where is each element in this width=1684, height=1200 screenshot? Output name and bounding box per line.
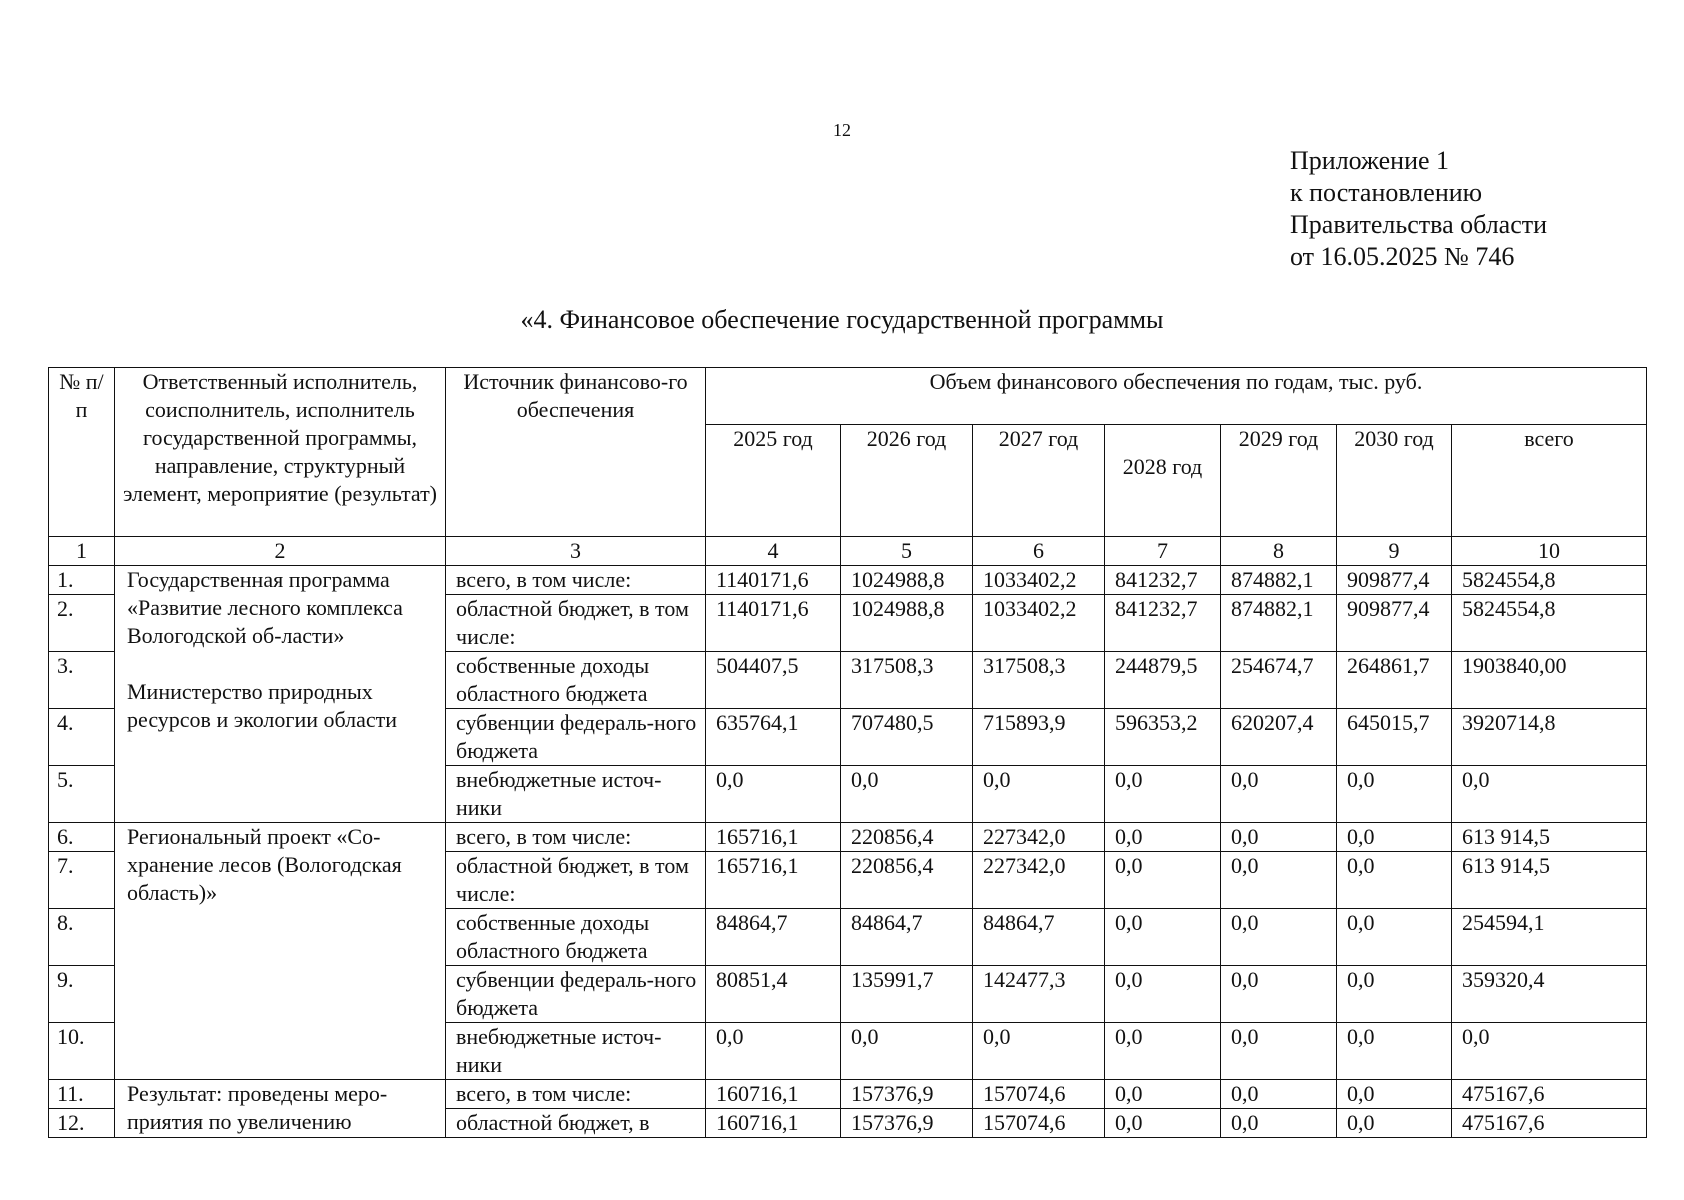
amount-cell: 0,0 xyxy=(1337,909,1452,966)
amount-cell: 475167,6 xyxy=(1452,1109,1647,1138)
amount-cell: 160716,1 xyxy=(706,1080,841,1109)
row-number: 5. xyxy=(49,766,115,823)
amount-cell: 0,0 xyxy=(1221,966,1337,1023)
amount-cell: 909877,4 xyxy=(1337,595,1452,652)
amount-cell: 707480,5 xyxy=(841,709,973,766)
group-label: Региональный проект «Со-хранение лесов (Вологодская область)» xyxy=(115,823,446,1080)
amount-cell: 613 914,5 xyxy=(1452,852,1647,909)
amount-cell: 0,0 xyxy=(1337,823,1452,852)
funding-source: всего, в том числе: xyxy=(446,566,706,595)
amount-cell: 3920714,8 xyxy=(1452,709,1647,766)
header-year-2026: 2026 год xyxy=(841,425,973,537)
header-year-2029: 2029 год xyxy=(1221,425,1337,537)
amount-cell: 227342,0 xyxy=(973,823,1105,852)
amount-cell: 317508,3 xyxy=(973,652,1105,709)
amount-cell: 0,0 xyxy=(841,1023,973,1080)
funding-source: субвенции федераль-ного бюджета xyxy=(446,966,706,1023)
amount-cell: 0,0 xyxy=(1221,909,1337,966)
funding-source: собственные доходы областного бюджета xyxy=(446,652,706,709)
header-year-2027: 2027 год xyxy=(973,425,1105,537)
amount-cell: 0,0 xyxy=(706,1023,841,1080)
amount-cell: 475167,6 xyxy=(1452,1080,1647,1109)
amount-cell: 0,0 xyxy=(1337,1023,1452,1080)
amount-cell: 0,0 xyxy=(1337,766,1452,823)
amount-cell: 0,0 xyxy=(841,766,973,823)
amount-cell: 0,0 xyxy=(1452,1023,1647,1080)
column-number: 5 xyxy=(841,537,973,566)
amount-cell: 596353,2 xyxy=(1105,709,1221,766)
amount-cell: 909877,4 xyxy=(1337,566,1452,595)
table-row xyxy=(49,823,1647,852)
amount-cell: 0,0 xyxy=(1105,1109,1221,1138)
funding-source: субвенции федераль-ного бюджета xyxy=(446,709,706,766)
column-number: 6 xyxy=(973,537,1105,566)
header-col-executor: Ответственный исполнитель, соисполнитель, исполнитель государственной программы, направление, структурный элемент, мероприятие (результат) xyxy=(115,368,446,537)
column-number: 8 xyxy=(1221,537,1337,566)
column-number: 2 xyxy=(115,537,446,566)
header-year-2030: 2030 год xyxy=(1337,425,1452,537)
amount-cell: 0,0 xyxy=(1105,1023,1221,1080)
amount-cell: 160716,1 xyxy=(706,1109,841,1138)
header-year-2025: 2025 год xyxy=(706,425,841,537)
amount-cell: 1033402,2 xyxy=(973,566,1105,595)
amount-cell: 165716,1 xyxy=(706,823,841,852)
column-number: 9 xyxy=(1337,537,1452,566)
appendix-line: Приложение 1 xyxy=(1290,146,1450,175)
amount-cell: 84864,7 xyxy=(973,909,1105,966)
column-number-row xyxy=(49,537,1647,566)
header-year-2028: 2028 год xyxy=(1105,425,1221,537)
amount-cell: 0,0 xyxy=(1337,852,1452,909)
amount-cell: 841232,7 xyxy=(1105,595,1221,652)
amount-cell: 0,0 xyxy=(1452,766,1647,823)
row-number: 4. xyxy=(49,709,115,766)
table-row xyxy=(49,1080,1647,1109)
header-total: всего xyxy=(1452,425,1647,537)
row-number: 12. xyxy=(49,1109,115,1138)
table-row xyxy=(49,566,1647,595)
amount-cell: 504407,5 xyxy=(706,652,841,709)
appendix-line: к постановлению xyxy=(1290,178,1483,207)
amount-cell: 0,0 xyxy=(1105,766,1221,823)
appendix-line: от 16.05.2025 № 746 xyxy=(1290,242,1515,271)
amount-cell: 1024988,8 xyxy=(841,566,973,595)
amount-cell: 635764,1 xyxy=(706,709,841,766)
funding-source: внебюджетные источ-ники xyxy=(446,766,706,823)
column-number: 10 xyxy=(1452,537,1647,566)
amount-cell: 874882,1 xyxy=(1221,566,1337,595)
row-number: 3. xyxy=(49,652,115,709)
funding-source: собственные доходы областного бюджета xyxy=(446,909,706,966)
row-number: 11. xyxy=(49,1080,115,1109)
row-number: 10. xyxy=(49,1023,115,1080)
amount-cell: 84864,7 xyxy=(706,909,841,966)
appendix-line: Правительства области xyxy=(1290,210,1548,239)
amount-cell: 0,0 xyxy=(1221,1080,1337,1109)
amount-cell: 84864,7 xyxy=(841,909,973,966)
amount-cell: 1033402,2 xyxy=(973,595,1105,652)
row-number: 6. xyxy=(49,823,115,852)
amount-cell: 0,0 xyxy=(1105,1080,1221,1109)
amount-cell: 220856,4 xyxy=(841,823,973,852)
amount-cell: 254594,1 xyxy=(1452,909,1647,966)
amount-cell: 0,0 xyxy=(1337,1109,1452,1138)
amount-cell: 1140171,6 xyxy=(706,566,841,595)
row-number: 1. xyxy=(49,566,115,595)
amount-cell: 1903840,00 xyxy=(1452,652,1647,709)
appendix-block xyxy=(1290,145,1547,273)
amount-cell: 620207,4 xyxy=(1221,709,1337,766)
funding-source: внебюджетные источ-ники xyxy=(446,1023,706,1080)
funding-source: областной бюджет, в том числе: xyxy=(446,852,706,909)
funding-source: областной бюджет, в том числе: xyxy=(446,595,706,652)
amount-cell: 645015,7 xyxy=(1337,709,1452,766)
amount-cell: 715893,9 xyxy=(973,709,1105,766)
group-label: Государственная программа «Развитие лесного комплекса Вологодской об-ласти» Министерство природных ресурсов и экологии области xyxy=(115,566,446,823)
amount-cell: 0,0 xyxy=(1105,823,1221,852)
amount-cell: 157376,9 xyxy=(841,1109,973,1138)
amount-cell: 5824554,8 xyxy=(1452,595,1647,652)
amount-cell: 0,0 xyxy=(706,766,841,823)
amount-cell: 0,0 xyxy=(1221,1023,1337,1080)
document-title: «4. Финансовое обеспечение государственной программы xyxy=(520,305,1164,334)
amount-cell: 1140171,6 xyxy=(706,595,841,652)
amount-cell: 0,0 xyxy=(1221,852,1337,909)
group-label: Результат: проведены меро-приятия по увеличению xyxy=(115,1080,446,1138)
amount-cell: 135991,7 xyxy=(841,966,973,1023)
row-number: 9. xyxy=(49,966,115,1023)
table-body xyxy=(49,566,1647,1138)
row-number: 7. xyxy=(49,852,115,909)
amount-cell: 80851,4 xyxy=(706,966,841,1023)
amount-cell: 220856,4 xyxy=(841,852,973,909)
amount-cell: 157074,6 xyxy=(973,1109,1105,1138)
header-col-volume: Объем финансового обеспечения по годам, тыс. руб. xyxy=(706,368,1647,425)
amount-cell: 0,0 xyxy=(1221,823,1337,852)
header-col-source: Источник финансово-го обеспечения xyxy=(446,368,706,537)
amount-cell: 142477,3 xyxy=(973,966,1105,1023)
amount-cell: 5824554,8 xyxy=(1452,566,1647,595)
amount-cell: 157376,9 xyxy=(841,1080,973,1109)
funding-source: всего, в том числе: xyxy=(446,823,706,852)
financing-table xyxy=(48,367,1647,1138)
column-number: 4 xyxy=(706,537,841,566)
row-number: 8. xyxy=(49,909,115,966)
amount-cell: 244879,5 xyxy=(1105,652,1221,709)
amount-cell: 254674,7 xyxy=(1221,652,1337,709)
amount-cell: 0,0 xyxy=(973,766,1105,823)
amount-cell: 157074,6 xyxy=(973,1080,1105,1109)
amount-cell: 0,0 xyxy=(973,1023,1105,1080)
header-col-no: № п/п xyxy=(49,368,115,537)
column-number: 1 xyxy=(49,537,115,566)
funding-source: областной бюджет, в xyxy=(446,1109,706,1138)
page-number: 12 xyxy=(833,120,851,140)
amount-cell: 0,0 xyxy=(1105,909,1221,966)
amount-cell: 613 914,5 xyxy=(1452,823,1647,852)
row-number: 2. xyxy=(49,595,115,652)
column-number: 7 xyxy=(1105,537,1221,566)
header-row-top xyxy=(49,368,1647,425)
amount-cell: 0,0 xyxy=(1105,852,1221,909)
amount-cell: 317508,3 xyxy=(841,652,973,709)
funding-source: всего, в том числе: xyxy=(446,1080,706,1109)
amount-cell: 0,0 xyxy=(1105,966,1221,1023)
column-number: 3 xyxy=(446,537,706,566)
amount-cell: 841232,7 xyxy=(1105,566,1221,595)
amount-cell: 359320,4 xyxy=(1452,966,1647,1023)
amount-cell: 0,0 xyxy=(1221,766,1337,823)
amount-cell: 1024988,8 xyxy=(841,595,973,652)
amount-cell: 0,0 xyxy=(1337,1080,1452,1109)
amount-cell: 0,0 xyxy=(1221,1109,1337,1138)
amount-cell: 264861,7 xyxy=(1337,652,1452,709)
amount-cell: 227342,0 xyxy=(973,852,1105,909)
amount-cell: 165716,1 xyxy=(706,852,841,909)
amount-cell: 0,0 xyxy=(1337,966,1452,1023)
amount-cell: 874882,1 xyxy=(1221,595,1337,652)
